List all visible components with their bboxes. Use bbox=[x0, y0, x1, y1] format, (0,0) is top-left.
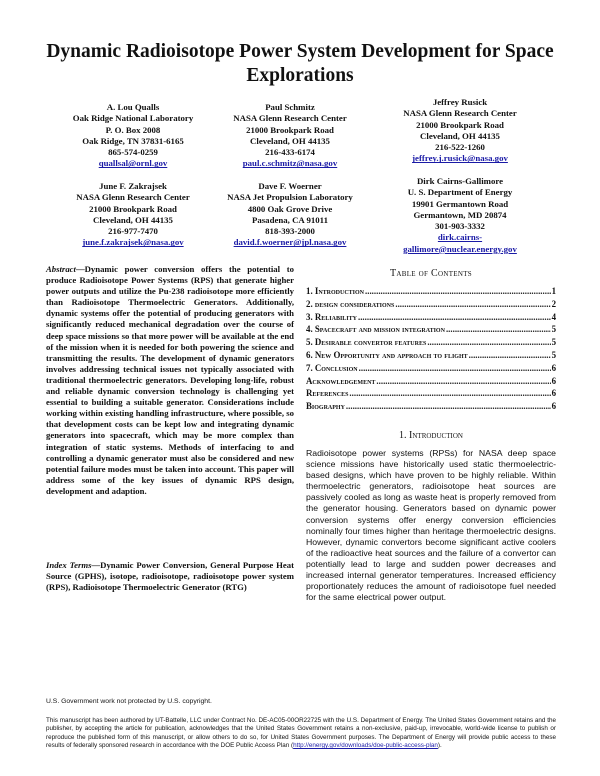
toc-entry-page: 6 bbox=[551, 362, 556, 373]
author-org: NASA Glenn Research Center bbox=[76, 192, 190, 203]
toc-entry[interactable] bbox=[306, 350, 556, 363]
author-email-link[interactable]: quallsal@ornl.gov bbox=[98, 158, 168, 169]
author-email-link[interactable]: paul.c.schmitz@nasa.gov bbox=[242, 158, 338, 169]
toc-entry-page: 5 bbox=[551, 324, 556, 335]
toc-entry-label: 3. Reliability bbox=[306, 311, 357, 322]
author-phone: 865-574-0259 bbox=[108, 147, 158, 158]
toc-entry[interactable] bbox=[306, 388, 556, 401]
author-block bbox=[214, 181, 366, 249]
toc-entry-label: 5. Desirable convertor features bbox=[306, 337, 427, 348]
toc-entry[interactable] bbox=[306, 363, 556, 376]
toc-leader-dots bbox=[365, 286, 551, 296]
introduction-text: Radioisotope power systems (RPSs) for NASA deep space science missions have historically used static thermoelectric-based designs, which have proven to be highly reliable. Within thermoelectric generators, radioisotope heat sources are passively cooled as long as waste heat is properly removed from the generator housing. Generators based on dynamic power conversion systems offer energy conversion efficiencies nominally four times higher than heritage thermoelectric designs. However, dynamic convertors become significant active coolers of the radioactive heat sources and the failure of a convertor can potentially lead to large and sudden power decreases and increased internal generator temperatures. Increased efficiency proportionately reduces the amount of radioisotope fuel needed for the same electrical power output. bbox=[306, 448, 556, 603]
index-terms-label: Index Terms bbox=[46, 560, 92, 570]
author-phone: 216-522-1260 bbox=[435, 142, 485, 153]
author-email-link[interactable]: dirk.cairns- bbox=[437, 232, 483, 243]
author-city: Cleveland, OH 44135 bbox=[250, 135, 330, 146]
toc-leader-dots bbox=[446, 324, 551, 334]
index-terms bbox=[46, 560, 294, 593]
author-org: NASA Glenn Research Center bbox=[403, 108, 517, 119]
toc-entry-page: 6 bbox=[551, 401, 556, 412]
author-address: 4800 Oak Grove Drive bbox=[247, 203, 333, 214]
toc-leader-dots bbox=[359, 363, 551, 373]
author-address: 19901 Germantown Road bbox=[411, 198, 509, 209]
manuscript-text: This manuscript has been authored by UT-Battelle, LLC under Contract No. DE-AC05-00OR22725 with the U.S. Department of Energy. The United States Government retains and the publisher, by accepting the article for publication, acknowledges that the United States Government retains a non-exclusive, paid-up, irrevocable, world-wide license to publish or reproduce the published form of this manuscript, or allow others to do so, for United States Government purposes. The Department of Energy will provide public access to these results of federally sponsored research in accordance with the DOE Public Access Plan ( bbox=[46, 717, 556, 749]
author-org: NASA Glenn Research Center bbox=[233, 113, 347, 124]
author-name: Jeffrey Rusick bbox=[432, 97, 488, 107]
section-heading-introduction: 1. Introduction bbox=[399, 430, 463, 441]
abstract-text: —Dynamic power conversion offers the potential to produce Radioisotope Power Systems (RPS) that generate higher power outputs and utilize the Pu-238 radioisotope more efficiently than Radioisotope Thermoelectric Generators. Additionally, dynamic systems offer the potential of producing generators with significantly reduced mechanical degradation over the course of deep space missions so that more power will be available at the end of the mission when it is needed for both powering the science and transmitting the results. The development of dynamic generators involves addressing technical issues not typically associated with traditional thermoelectric generators. Developing long-life, robust and reliable dynamic conversion technology is challenging yet essential to building a suitable generator. Considerations include working within existing handling infrastructure, where possible, so that development costs can be kept low and integrating dynamic generators into spacecraft, which may be more complex than integration of static systems. Methods of interfacing to and controlling a dynamic generator must also be considered and new potential failure modes must be taken into account. This paper will address some of the key issues of dynamic RPS design, development and adaption. bbox=[46, 264, 294, 496]
author-address: 21000 Brookpark Road bbox=[416, 119, 504, 130]
toc-entry-page: 6 bbox=[551, 388, 556, 399]
toc-leader-dots bbox=[358, 312, 551, 322]
author-name: Dave F. Woerner bbox=[258, 181, 322, 191]
author-city: Cleveland, OH 44135 bbox=[420, 130, 500, 141]
author-address: 21000 Brookpark Road bbox=[246, 124, 334, 135]
toc-title: Table of Contents bbox=[390, 268, 472, 279]
toc-leader-dots bbox=[469, 350, 551, 360]
paper-title: Dynamic Radioisotope Power System Development for Space Explorations bbox=[46, 41, 554, 86]
author-city: Pasadena, CA 91011 bbox=[251, 214, 328, 225]
author-address: 21000 Brookpark Road bbox=[89, 203, 177, 214]
author-city: Germantown, MD 20874 bbox=[413, 209, 507, 220]
abstract-label: Abstract bbox=[46, 264, 76, 274]
author-city: Cleveland, OH 44135 bbox=[93, 214, 173, 225]
author-org: Oak Ridge National Laboratory bbox=[72, 113, 194, 124]
toc-entry-page: 5 bbox=[551, 349, 556, 360]
toc-entry[interactable] bbox=[306, 401, 556, 414]
toc-entry-label: References bbox=[306, 388, 349, 399]
author-address: P. O. Box 2008 bbox=[105, 124, 161, 135]
toc-entry-label: 2. design considerations bbox=[306, 298, 395, 309]
toc-entry[interactable] bbox=[306, 337, 556, 350]
author-name: Paul Schmitz bbox=[265, 102, 315, 112]
table-of-contents bbox=[306, 286, 556, 414]
author-phone: 216-433-6174 bbox=[265, 147, 315, 158]
toc-entry[interactable] bbox=[306, 324, 556, 337]
toc-entry-label: Acknowledgement bbox=[306, 375, 376, 386]
toc-entry-label: 4. Spacecraft and mission integration bbox=[306, 324, 445, 335]
toc-entry-page: 6 bbox=[551, 375, 556, 386]
author-org: U. S. Department of Energy bbox=[407, 187, 513, 198]
toc-entry[interactable] bbox=[306, 376, 556, 389]
toc-entry[interactable] bbox=[306, 286, 556, 299]
manuscript-end: ). bbox=[437, 741, 442, 749]
toc-entry-page: 1 bbox=[551, 286, 556, 296]
toc-entry-page: 4 bbox=[551, 311, 556, 322]
author-phone: 301-903-3332 bbox=[435, 221, 485, 232]
toc-leader-dots bbox=[349, 388, 550, 398]
toc-leader-dots bbox=[346, 401, 551, 411]
author-block bbox=[384, 97, 536, 165]
toc-entry-label: 6. New Opportunity and approach to flight bbox=[306, 349, 468, 360]
author-email-link[interactable]: june.f.zakrajsek@nasa.gov bbox=[82, 237, 184, 248]
author-phone: 818-393-2000 bbox=[265, 226, 315, 237]
toc-entry-label: 1. Introduction bbox=[306, 286, 364, 296]
toc-leader-dots bbox=[427, 337, 550, 347]
toc-leader-dots bbox=[395, 299, 550, 309]
toc-entry[interactable] bbox=[306, 312, 556, 325]
toc-leader-dots bbox=[376, 376, 550, 386]
toc-entry-page: 2 bbox=[551, 298, 556, 309]
toc-entry-label: 7. Conclusion bbox=[306, 362, 358, 373]
author-block bbox=[58, 102, 208, 170]
author-name: Dirk Cairns-Gallimore bbox=[416, 176, 504, 186]
author-email-link-continued[interactable]: gallimore@nuclear.energy.gov bbox=[403, 243, 517, 254]
abstract bbox=[46, 264, 294, 497]
author-city: Oak Ridge, TN 37831-6165 bbox=[82, 135, 184, 146]
toc-entry-label: Biography bbox=[306, 401, 345, 412]
copyright-note: U.S. Government work not protected by U.S. copyright. bbox=[46, 698, 212, 705]
author-block bbox=[58, 181, 208, 249]
author-email-link[interactable]: jeffrey.j.rusick@nasa.gov bbox=[412, 153, 508, 164]
author-email-link[interactable]: david.f.woerner@jpl.nasa.gov bbox=[233, 237, 347, 248]
author-name: A. Lou Qualls bbox=[106, 102, 160, 112]
author-org: NASA Jet Propulsion Laboratory bbox=[227, 192, 353, 203]
toc-entry[interactable] bbox=[306, 299, 556, 312]
manuscript-notice bbox=[46, 717, 556, 750]
doe-access-plan-link[interactable]: http://energy.gov/downloads/doe-public-access-plan bbox=[293, 741, 438, 749]
author-name: June F. Zakrajsek bbox=[99, 181, 167, 191]
toc-entry-page: 5 bbox=[551, 337, 556, 348]
author-block bbox=[214, 102, 366, 170]
author-phone: 216-977-7470 bbox=[108, 226, 158, 237]
author-block bbox=[384, 176, 536, 255]
index-terms-text: —Dynamic Power Conversion, General Purpose Heat Source (GPHS), isotope, radioisotope, radioisotope power system (RPS), Radioisotope Thermoelectric Generator (RTG) bbox=[46, 560, 294, 593]
